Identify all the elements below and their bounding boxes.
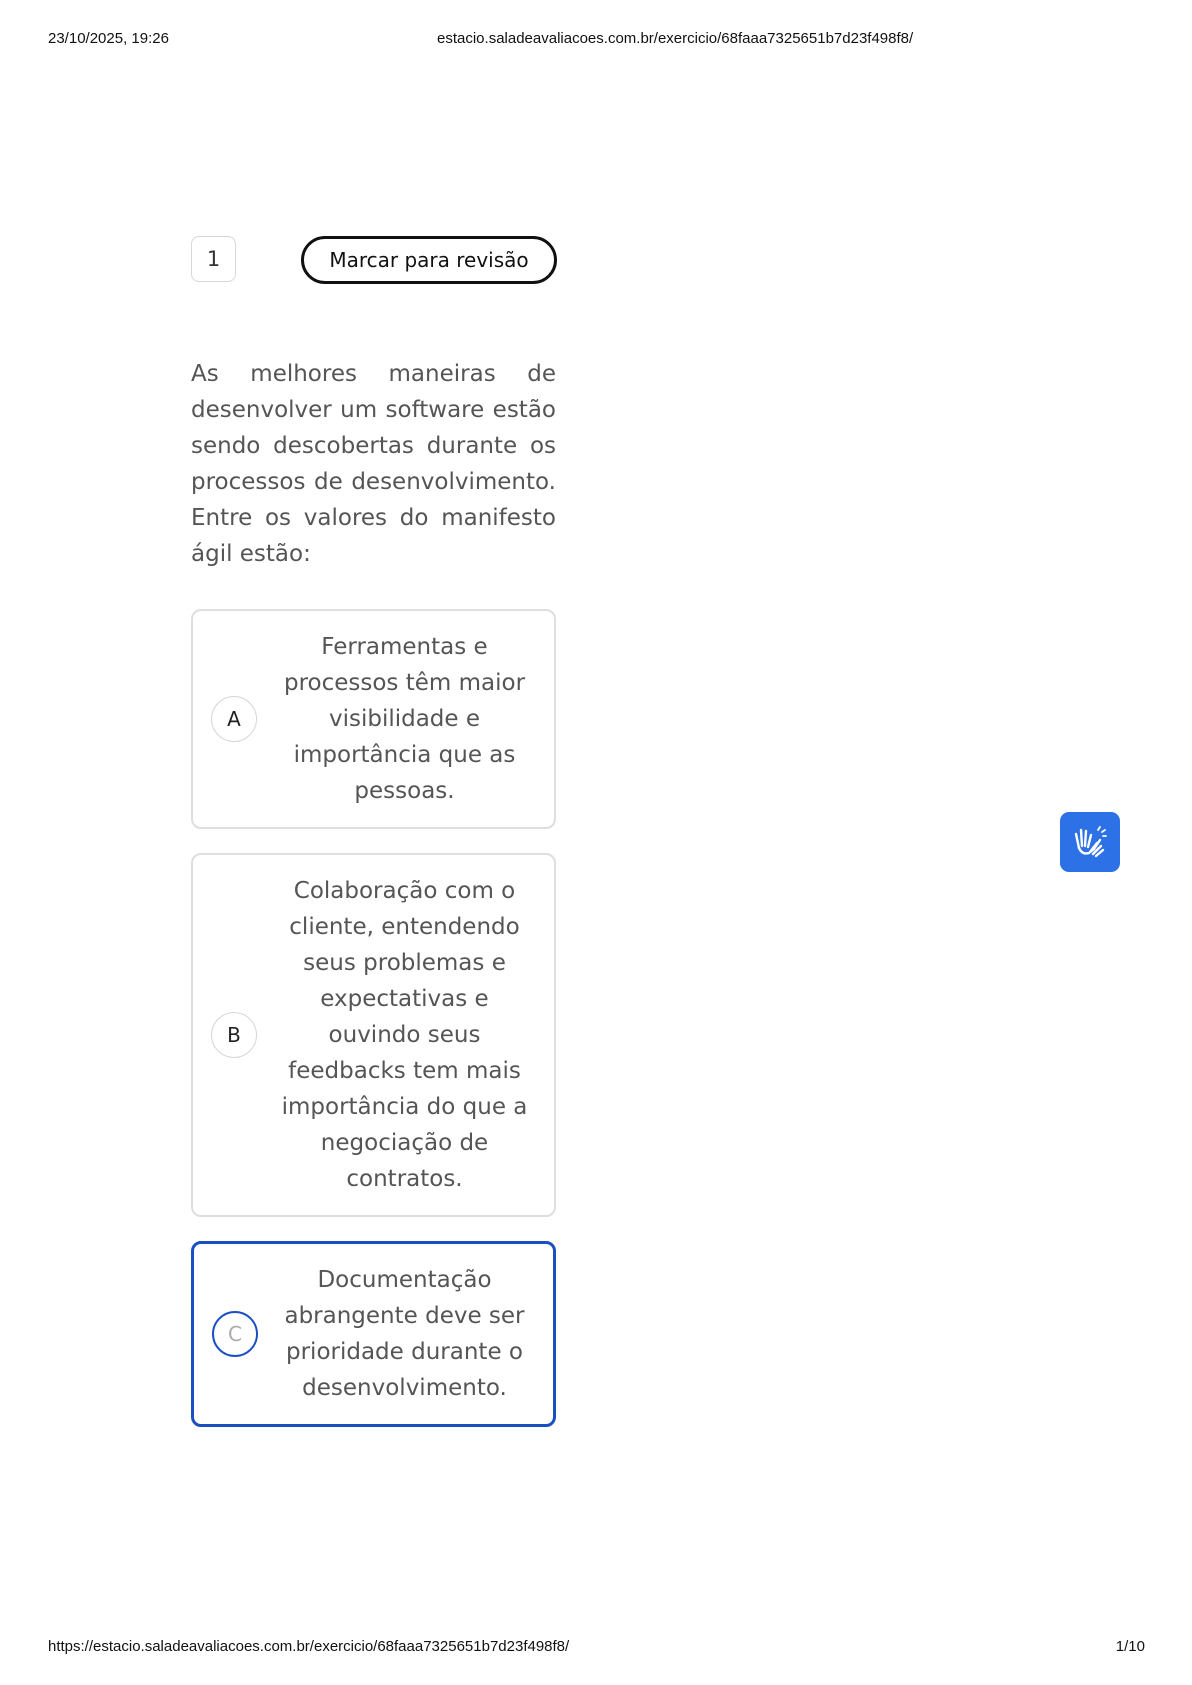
option-text-a: Ferramentas e processos têm maior visibilidade e importância que as pessoas. [283, 634, 526, 804]
print-datetime: 23/10/2025, 19:26 [48, 30, 169, 47]
sign-language-accessibility-button[interactable] [1060, 812, 1120, 872]
option-text-b: Colaboração com o cliente, entendendo seus problemas e expectativas e ouvindo seus feedbacks tem mais importância do que a negociação de contratos. [281, 878, 528, 1192]
option-letter-a: A [211, 696, 257, 742]
sign-language-hands-icon [1070, 822, 1110, 862]
option-a[interactable] [191, 609, 556, 829]
question-header [191, 236, 556, 286]
question-text: As melhores maneiras de desenvolver um software estão sendo descobertas durante os processos de desenvolvimento. Entre os valores do manifesto ágil estão: [191, 361, 556, 567]
option-text-c: Documentação abrangente deve ser prioridade durante o desenvolvimento. [284, 1267, 525, 1401]
question-card [191, 236, 556, 1451]
question-number: 1 [191, 236, 236, 282]
option-letter-c: C [212, 1311, 258, 1357]
option-c[interactable] [191, 1241, 556, 1427]
option-letter-b: B [211, 1012, 257, 1058]
print-header-url: estacio.saladeavaliacoes.com.br/exercicio/68faaa7325651b7d23f498f8/ [437, 30, 914, 47]
answer-options [191, 609, 556, 1427]
print-footer [0, 1638, 1192, 1658]
print-header [0, 30, 1192, 50]
option-b[interactable] [191, 853, 556, 1217]
print-footer-url: https://estacio.saladeavaliacoes.com.br/exercicio/68faaa7325651b7d23f498f8/ [48, 1638, 570, 1655]
print-page-number: 1/10 [1115, 1638, 1145, 1655]
mark-for-review-button[interactable]: Marcar para revisão [301, 236, 557, 284]
